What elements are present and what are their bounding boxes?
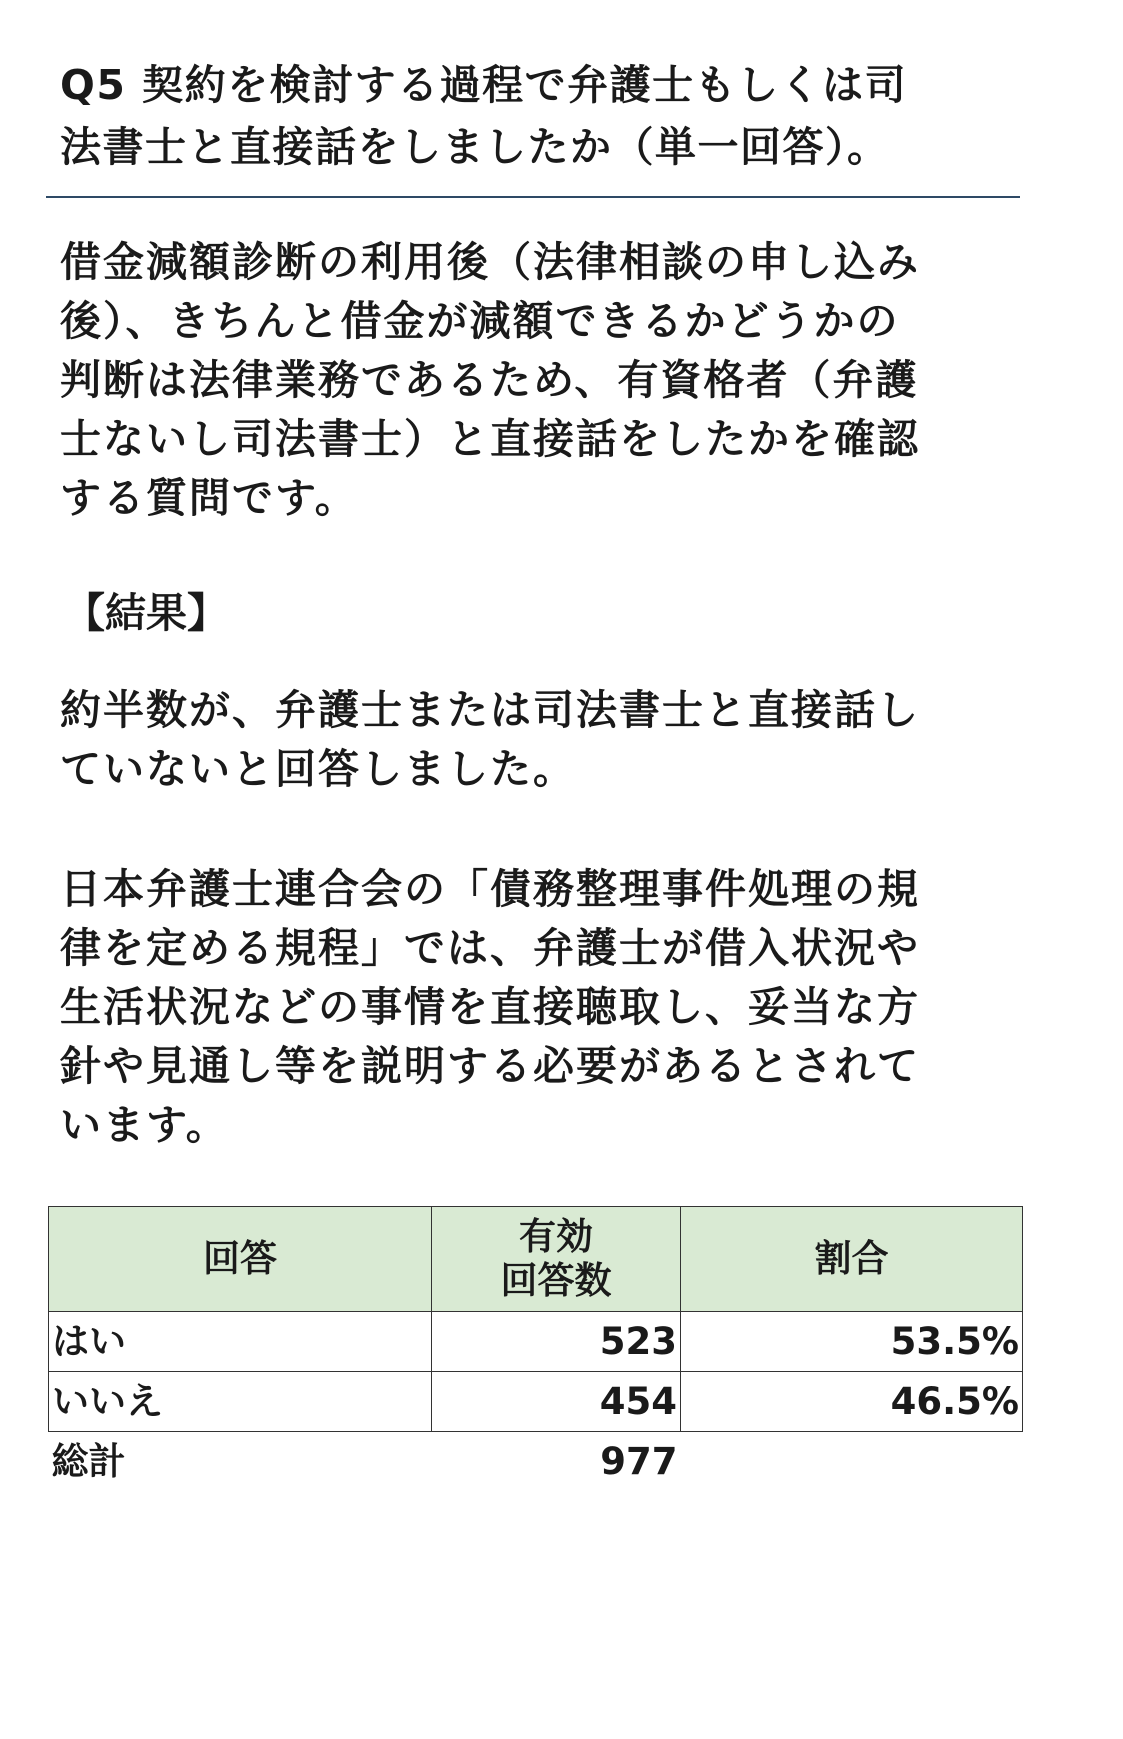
row-count: 454 — [432, 1372, 681, 1432]
note-line: 日本弁護士連合会の「債務整理事件処理の規 — [60, 865, 920, 913]
table-total-row — [49, 1432, 1023, 1492]
result-line: 約半数が、弁護士または司法書士と直接話し — [60, 686, 920, 734]
table-header-row — [49, 1207, 1023, 1312]
total-count: 977 — [600, 1439, 678, 1483]
row-ratio: 46.5% — [681, 1372, 1023, 1432]
question-line-1: Q5 契約を検討する過程で弁護士もしくは司 — [60, 61, 908, 109]
note-paragraph — [60, 860, 1050, 1155]
description-paragraph — [60, 233, 1050, 528]
note-line: 針や見通し等を説明する必要があるとされて — [60, 1042, 920, 1090]
header-ratio: 割合 — [681, 1207, 1023, 1312]
header-answer: 回答 — [49, 1207, 432, 1312]
question-line-2: 法書士と直接話をしましたか（単一回答）。 — [60, 123, 890, 171]
question-heading — [60, 54, 1050, 178]
header-count-line-1: 有効 — [519, 1215, 593, 1258]
row-answer: はい — [49, 1312, 432, 1372]
header-count — [432, 1207, 681, 1312]
result-label: 【結果】 — [64, 589, 228, 637]
description-line: 士ないし司法書士）と直接話をしたかを確認 — [60, 415, 920, 463]
description-line: 判断は法律業務であるため、有資格者（弁護 — [60, 356, 919, 404]
row-ratio: 53.5% — [681, 1312, 1023, 1372]
result-line: ていないと回答しました。 — [60, 745, 576, 793]
total-label: 総計 — [51, 1439, 126, 1483]
divider-rule — [46, 196, 1020, 198]
note-line: 律を定める規程」では、弁護士が借入状況や — [60, 924, 920, 972]
note-line: 生活状況などの事情を直接聴取し、妥当な方 — [60, 983, 920, 1031]
result-table — [48, 1206, 1023, 1492]
description-line: 後）、きちんと借金が減額できるかどうかの — [60, 297, 900, 345]
row-answer: いいえ — [49, 1372, 432, 1432]
row-count: 523 — [432, 1312, 681, 1372]
table-row — [49, 1372, 1023, 1432]
description-line: する質問です。 — [60, 474, 358, 522]
table-row — [49, 1312, 1023, 1372]
header-count-line-2: 回答数 — [500, 1259, 612, 1302]
total-empty-cell — [681, 1432, 1023, 1492]
description-line: 借金減額診断の利用後（法律相談の申し込み — [60, 238, 920, 286]
note-line: います。 — [60, 1101, 229, 1149]
result-paragraph — [60, 681, 1050, 799]
